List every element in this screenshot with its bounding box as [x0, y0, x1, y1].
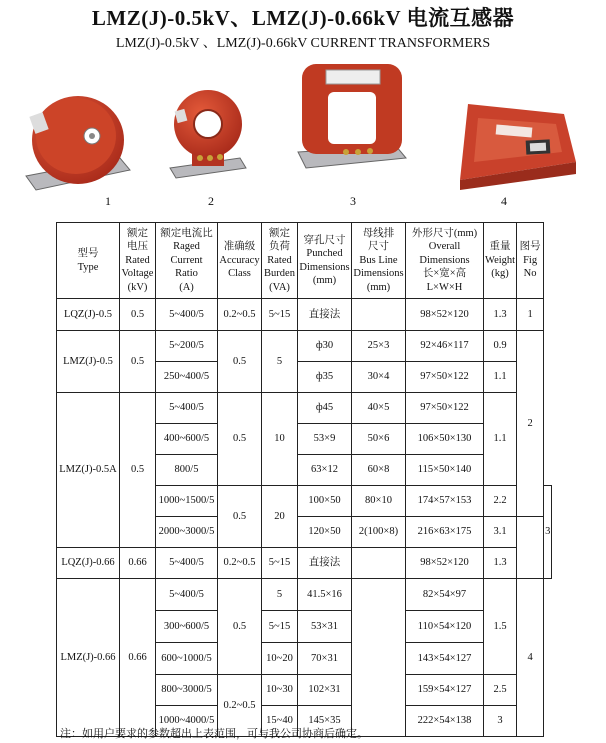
cell-accuracy: 0.5 [218, 486, 262, 548]
cell-voltage: 0.66 [120, 548, 156, 579]
cell-fig: 3 [544, 486, 552, 579]
cell-weight: 1.1 [484, 362, 517, 393]
cell-weight: 3 [484, 706, 517, 737]
cell-overall: 97×50×122 [406, 362, 484, 393]
cell-ratio: 5~400/5 [156, 393, 218, 424]
cell-punched: 41.5×16 [298, 579, 352, 611]
cell-weight: 1.5 [484, 579, 517, 675]
cell-weight: 1.1 [484, 393, 517, 486]
page-subtitle: LMZ(J)-0.5kV 、LMZ(J)-0.66kV CURRENT TRANSFORMERS [115, 36, 491, 51]
cell-ratio: 400~600/5 [156, 424, 218, 455]
cell-overall: 222×54×138 [406, 706, 484, 737]
cell-punched: ф30 [298, 331, 352, 362]
cell-busline: 30×4 [352, 362, 406, 393]
cell-type: LMZ(J)-0.5A [57, 393, 120, 548]
cell-ratio: 2000~3000/5 [156, 517, 218, 548]
table-row [57, 331, 552, 362]
cell-burden: 10 [262, 393, 298, 486]
cell-punched: 100×50 [298, 486, 352, 517]
cell-overall: 82×54×97 [406, 579, 484, 611]
table-row [57, 393, 552, 424]
cell-busline: 80×10 [352, 486, 406, 517]
cell-busline [352, 548, 406, 579]
cell-accuracy: 0.2~0.5 [218, 675, 262, 737]
cell-type: LQZ(J)-0.5 [57, 299, 120, 331]
cell-weight: 2.5 [484, 675, 517, 706]
header-burden: 额定 负荷 Rated Burden (VA) [262, 223, 298, 299]
photo-caption-3: 3 [350, 194, 356, 208]
cell-punched: 直接法 [298, 299, 352, 331]
product-photo-1 [18, 88, 138, 200]
cell-ratio: 5~400/5 [156, 299, 218, 331]
cell-ratio: 600~1000/5 [156, 643, 218, 675]
cell-busline: 60×8 [352, 455, 406, 486]
cell-ratio: 5~400/5 [156, 579, 218, 611]
cell-voltage: 0.5 [120, 299, 156, 331]
cell-punched: 102×31 [298, 675, 352, 706]
cell-overall: 143×54×127 [406, 643, 484, 675]
cell-overall: 159×54×127 [406, 675, 484, 706]
header-fig: 图号 Fig No [517, 223, 544, 299]
cell-burden: 5~15 [262, 611, 298, 643]
cell-ratio: 800/5 [156, 455, 218, 486]
cell-weight: 3.1 [484, 517, 517, 548]
product-photo-3 [296, 58, 410, 178]
cell-weight: 2.2 [484, 486, 517, 517]
cell-burden: 5~15 [262, 299, 298, 331]
spec-table [56, 222, 552, 737]
cell-punched: 120×50 [298, 517, 352, 548]
cell-overall: 115×50×140 [406, 455, 484, 486]
cell-ratio: 1000~1500/5 [156, 486, 218, 517]
cell-accuracy: 0.5 [218, 331, 262, 393]
cell-burden: 5 [262, 331, 298, 393]
header-busline: 母线排 尺寸 Bus Line Dimensions (mm) [352, 223, 406, 299]
cell-punched: 53×31 [298, 611, 352, 643]
cell-punched: 70×31 [298, 643, 352, 675]
photo-caption-2: 2 [208, 194, 214, 208]
header-punched: 穿孔尺寸 Punched Dimensions (mm) [298, 223, 352, 299]
table-header-row [57, 223, 552, 299]
cell-type: LMZ(J)-0.5 [57, 331, 120, 393]
cell-overall: 174×57×153 [406, 486, 484, 517]
cell-weight: 0.9 [484, 331, 517, 362]
cell-accuracy: 0.5 [218, 579, 262, 675]
cell-burden: 5~15 [262, 548, 298, 579]
cell-accuracy: 0.2~0.5 [218, 548, 262, 579]
product-photo-4 [452, 100, 578, 190]
cell-ratio: 800~3000/5 [156, 675, 218, 706]
header-voltage: 额定 电压 Rated Voltage (kV) [120, 223, 156, 299]
cell-fig: 1 [517, 299, 544, 331]
cell-punched: 63×12 [298, 455, 352, 486]
cell-busline: 25×3 [352, 331, 406, 362]
header-weight: 重量 Weight (kg) [484, 223, 517, 299]
cell-burden: 15~40 [262, 706, 298, 737]
cell-burden: 10~30 [262, 675, 298, 706]
cell-overall: 106×50×130 [406, 424, 484, 455]
cell-fig: 4 [517, 579, 544, 737]
table-row [57, 299, 552, 331]
cell-weight: 1.3 [484, 299, 517, 331]
cell-ratio: 5~200/5 [156, 331, 218, 362]
cell-fig: 2 [517, 331, 544, 517]
cell-overall: 97×50×122 [406, 393, 484, 424]
header-accuracy: 准确级 Accuracy Class [218, 223, 262, 299]
cell-ratio: 300~600/5 [156, 611, 218, 643]
cell-burden: 10~20 [262, 643, 298, 675]
cell-ratio: 250~400/5 [156, 362, 218, 393]
cell-voltage: 0.5 [120, 393, 156, 548]
product-photo-2 [166, 84, 250, 194]
cell-busline: 40×5 [352, 393, 406, 424]
cell-type: LQZ(J)-0.66 [57, 548, 120, 579]
header-type: 型号 Type [57, 223, 120, 299]
photo-caption-1: 1 [105, 194, 111, 208]
cell-overall: 110×54×120 [406, 611, 484, 643]
cell-type: LMZ(J)-0.66 [57, 579, 120, 737]
cell-busline [352, 579, 406, 737]
cell-punched: 直接法 [298, 548, 352, 579]
cell-voltage: 0.66 [120, 579, 156, 737]
photo-caption-4: 4 [501, 194, 507, 208]
header-ratio: 额定电流比 Raged Current Ratio (A) [156, 223, 218, 299]
cell-overall: 98×52×120 [406, 548, 484, 579]
table-row [57, 579, 552, 611]
cell-burden: 20 [262, 486, 298, 548]
cell-punched: 145×35 [298, 706, 352, 737]
cell-punched: ф35 [298, 362, 352, 393]
footnote: 注：如用户要求的参数超出上表范围，可与我公司协商后确定。 [60, 728, 368, 740]
header-overall: 外形尺寸(mm) Overall Dimensions 长×宽×高 L×W×H [406, 223, 484, 299]
cell-busline: 2(100×8) [352, 517, 406, 548]
cell-ratio: 1000~4000/5 [156, 706, 218, 737]
table-row [57, 548, 552, 579]
cell-accuracy: 0.2~0.5 [218, 299, 262, 331]
cell-busline [352, 299, 406, 331]
page-title: LMZ(J)-0.5kV、LMZ(J)-0.66kV 电流互感器 [91, 6, 515, 30]
cell-voltage: 0.5 [120, 331, 156, 393]
product-photos [0, 58, 606, 218]
cell-accuracy: 0.5 [218, 393, 262, 486]
cell-punched: 53×9 [298, 424, 352, 455]
cell-overall: 92×46×117 [406, 331, 484, 362]
cell-busline: 50×6 [352, 424, 406, 455]
cell-punched: ф45 [298, 393, 352, 424]
cell-burden: 5 [262, 579, 298, 611]
cell-weight: 1.3 [484, 548, 517, 579]
cell-ratio: 5~400/5 [156, 548, 218, 579]
cell-overall: 98×52×120 [406, 299, 484, 331]
cell-overall: 216×63×175 [406, 517, 484, 548]
